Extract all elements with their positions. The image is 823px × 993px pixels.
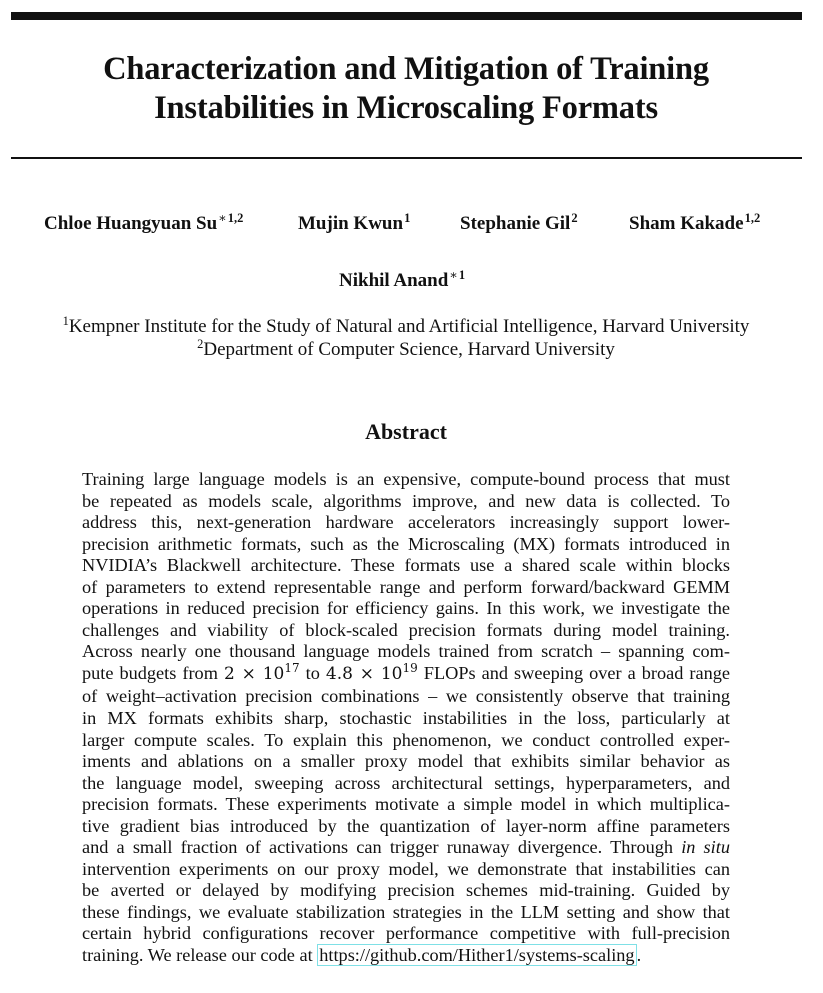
math-base: 4.8 × 10 <box>325 663 403 684</box>
author-affiliation-sup: 2 <box>571 211 578 225</box>
top-rule <box>11 12 802 20</box>
abstract-line-in-situ <box>82 837 730 859</box>
math-exponent: 17 <box>284 660 300 675</box>
paper-title <box>0 50 812 128</box>
abstract-line: the language model, sweeping across architectural settings, hyperparameters, and <box>82 772 730 793</box>
affiliation-sup: 2 <box>197 337 204 351</box>
abstract-last-line <box>82 945 730 967</box>
author-sham-kakade <box>629 213 760 236</box>
abstract-line: operations in reduced precision for efficiency gains. In this work, we investigate the <box>82 598 730 619</box>
in-situ-emphasis: in situ <box>681 837 730 858</box>
math-base: 2 × 10 <box>223 663 285 684</box>
equal-contribution-mark: ∗ <box>218 211 227 225</box>
abstract-line: be averted or delayed by modifying precision schemes mid-training. Guided by <box>82 880 730 901</box>
abstract-line: address this, next-generation hardware accelerators increasingly support lower- <box>82 512 730 533</box>
author-chloe-su <box>44 213 243 236</box>
author-affiliation-sup: 1,2 <box>227 211 244 225</box>
abstract-line: Across nearly one thousand language models trained from scratch – spanning com- <box>82 641 730 662</box>
author-name: Stephanie Gil <box>460 213 571 234</box>
abstract-line: Training large language models is an expensive, compute-bound process that must <box>82 469 730 489</box>
abstract-line-text: and a small fraction of activations can trigger runaway divergence. Through <box>82 837 674 858</box>
author-affiliation-sup: 1 <box>458 268 466 282</box>
abstract-line-flops <box>82 660 730 687</box>
abstract-line: precision formats. These experiments motivate a simple model in which multiplica- <box>82 794 730 815</box>
abstract-line: be repeated as models scale, algorithms improve, and new data is collected. To <box>82 490 730 511</box>
abstract-line-text: training. We release our code at <box>82 945 313 966</box>
abstract-line: certain hybrid configurations recover performance competitive with full-precision <box>82 923 730 944</box>
abstract-line: larger compute scales. To explain this phenomenon, we conduct controlled exper- <box>82 729 730 750</box>
abstract-line: challenges and viability of block-scaled precision formats during model training. <box>82 619 730 640</box>
author-name: Nikhil Anand <box>339 270 449 291</box>
affiliation-1 <box>0 316 812 339</box>
abstract-final-period: . <box>636 945 642 966</box>
abstract-line: tive gradient bias introduced by the quantization of layer-norm affine parameters <box>82 815 730 836</box>
abstract-line: precision arithmetic formats, such as the Microscaling (MX) formats introduced in <box>82 533 730 554</box>
author-stephanie-gil <box>460 213 578 236</box>
abstract-line: of parameters to extend representable range and perform forward/backward GEMM <box>82 576 730 597</box>
affiliation-sup: 1 <box>62 314 69 328</box>
author-name: Mujin Kwun <box>298 213 404 234</box>
title-rule <box>11 157 802 159</box>
flops-lower-bound <box>223 660 300 684</box>
author-affiliation-sup: 1,2 <box>744 211 761 225</box>
affiliation-text: Kempner Institute for the Study of Natural and Artificial Intelligence, Harvard University <box>68 316 750 337</box>
flops-text-pre: pute budgets from <box>82 662 218 683</box>
affiliation-2 <box>0 339 812 362</box>
author-name: Sham Kakade <box>629 213 744 234</box>
abstract-line: NVIDIA’s Blackwell architecture. These formats use a shared scale within blocks <box>82 555 730 576</box>
flops-text-post: FLOPs and sweeping over a broad range <box>423 662 730 683</box>
equal-contribution-mark: ∗ <box>449 268 458 282</box>
abstract-line: intervention experiments on our proxy model, we demonstrate that instabilities can <box>82 858 730 879</box>
abstract-body <box>82 469 730 967</box>
abstract-line: iments and ablations on a smaller proxy model that exhibits similar behavior as <box>82 751 730 772</box>
author-name: Chloe Huangyuan Su <box>44 213 218 234</box>
flops-text-mid: to <box>305 662 320 683</box>
abstract-line: in MX formats exhibits sharp, stochastic instabilities in the loss, particularly at <box>82 708 730 729</box>
title-line-1: Characterization and Mitigation of Training <box>103 51 709 87</box>
abstract-line: of weight–activation precision combinations – we consistently observe that training <box>82 686 730 707</box>
author-affiliation-sup: 1 <box>404 211 411 225</box>
title-line-2: Instabilities in Microscaling Formats <box>154 90 658 126</box>
abstract-line: these findings, we evaluate stabilization strategies in the LLM setting and show that <box>82 901 730 922</box>
abstract-heading: Abstract <box>365 419 447 444</box>
math-exponent: 19 <box>402 660 418 675</box>
flops-upper-bound <box>325 660 418 684</box>
code-repository-link[interactable]: https://github.com/Hither1/systems-scaling <box>319 945 635 966</box>
affiliation-text: Department of Computer Science, Harvard University <box>203 339 615 360</box>
author-nikhil-anand <box>339 270 465 293</box>
author-mujin-kwun <box>298 213 410 236</box>
